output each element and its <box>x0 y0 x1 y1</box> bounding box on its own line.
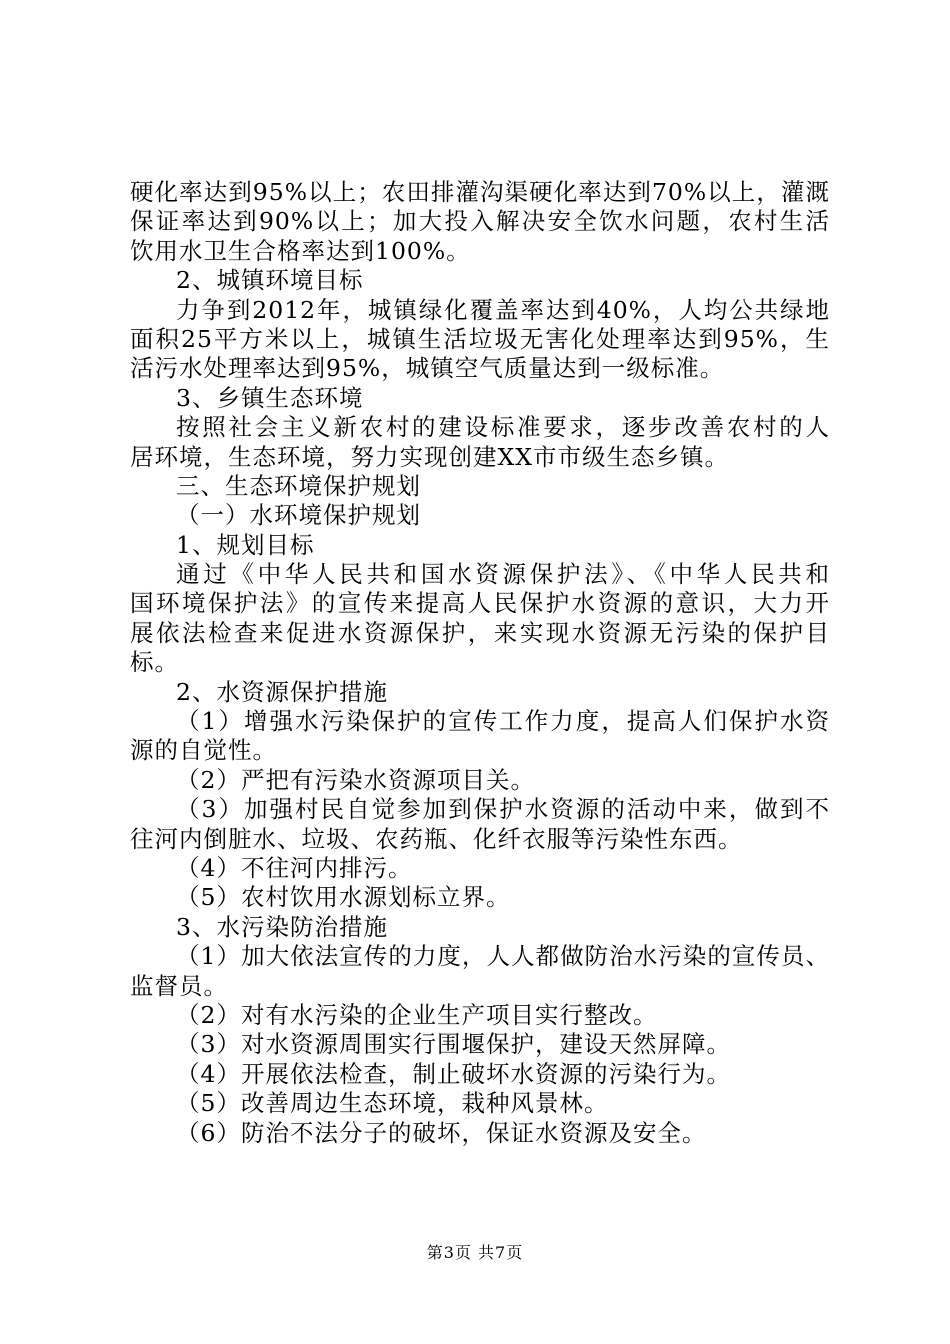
text-line: （4）不往河内排污。 <box>176 853 413 882</box>
text-line: （3）加强村民自觉参加到保护水资源的活动中来，做到不 <box>176 795 830 824</box>
text-line: 力争到2012年，城镇绿化覆盖率达到40%，人均公共绿地 <box>176 295 830 324</box>
text-line: （5）农村饮用水源划标立界。 <box>176 883 511 912</box>
text-line: 三、生态环境保护规划 <box>176 471 421 500</box>
text-line: 1、规划目标 <box>176 530 315 559</box>
text-line: 面积25平方米以上，城镇生活垃圾无害化处理率达到95%，生 <box>130 324 830 353</box>
text-line: （4）开展依法检查，制止破坏水资源的污染行为。 <box>176 1059 731 1088</box>
page-footer: 第3页 共7页 <box>426 1243 524 1262</box>
text-line: 活污水处理率达到95%，城镇空气质量达到一级标准。 <box>130 354 725 383</box>
text-line: 监督员。 <box>130 971 228 1000</box>
text-line: 2、水资源保护措施 <box>176 677 388 706</box>
text-line: 保证率达到90%以上；加大投入解决安全饮水问题，农村生活 <box>130 207 830 236</box>
text-line: （3）对水资源周围实行围堰保护，建设天然屏障。 <box>176 1030 731 1059</box>
text-line: 展依法检查来促进水资源保护，来实现水资源无污染的保护目 <box>130 618 830 647</box>
text-line: 3、水污染防治措施 <box>176 912 388 941</box>
text-line: （1）增强水污染保护的宣传工作力度，提高人们保护水资 <box>176 707 830 736</box>
text-line: （5）改善周边生态环境，栽种风景林。 <box>176 1089 609 1118</box>
text-line: （6）防治不法分子的破坏，保证水资源及安全。 <box>176 1118 707 1147</box>
text-line: （2）对有水污染的企业生产项目实行整改。 <box>176 1000 658 1029</box>
text-line: （一）水环境保护规划 <box>176 501 421 530</box>
text-line: 硬化率达到95%以上；农田排灌沟渠硬化率达到70%以上，灌溉 <box>130 178 830 206</box>
document-body <box>130 178 830 1148</box>
text-line: 饮用水卫生合格率达到100%。 <box>130 236 471 265</box>
text-line: 2、城镇环境目标 <box>176 266 364 295</box>
text-line: 按照社会主义新农村的建设标准要求，逐步改善农村的人 <box>176 413 830 442</box>
text-line: （2）严把有污染水资源项目关。 <box>176 765 535 794</box>
text-line: 3、乡镇生态环境 <box>176 383 364 412</box>
text-line: 居环境，生态环境，努力实现创建XX市市级生态乡镇。 <box>130 442 729 471</box>
text-line: （1）加大依法宣传的力度，人人都做防治水污染的宣传员、 <box>176 942 830 971</box>
text-line: 标。 <box>130 648 179 677</box>
text-line: 往河内倒脏水、垃圾、农药瓶、化纤衣服等污染性东西。 <box>130 824 743 853</box>
text-line: 通过《中华人民共和国水资源保护法》、《中华人民共和 <box>176 560 830 589</box>
text-line: 源的自觉性。 <box>130 736 277 765</box>
text-line: 国环境保护法》的宣传来提高人民保护水资源的意识，大力开 <box>130 589 830 618</box>
